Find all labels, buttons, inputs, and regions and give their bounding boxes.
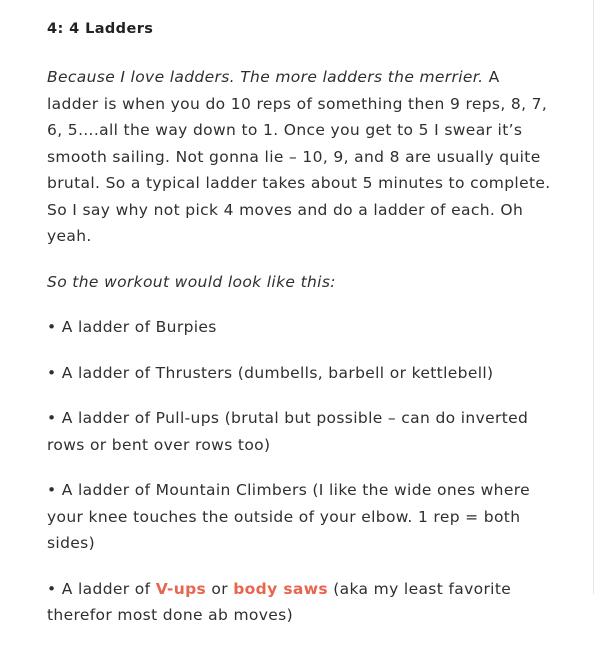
intro-paragraph bbox=[47, 64, 552, 250]
list-item-prefix: • A ladder of bbox=[47, 579, 156, 598]
list-item-ab-moves bbox=[47, 576, 552, 629]
list-item-thrusters: • A ladder of Thrusters (dumbells, barbell or kettlebell) bbox=[47, 363, 494, 382]
lead-italic: So the workout would look like this: bbox=[47, 272, 336, 291]
intro-italic: Because I love ladders. The more ladders the merrier. bbox=[47, 68, 484, 86]
page-right-border bbox=[593, 0, 594, 594]
intro-text: A ladder is when you do 10 reps of something then 9 reps, 8, 7, 6, 5….all the way down to 1. Once you get to 5 I swear it’s smooth sailing. Not gonna lie – 10, 9, and 8 are usually quite brutal. So a typical ladder takes about 5 minutes to complete. So I say why not pick 4 moves and do a ladder of each. Oh yeah. bbox=[47, 68, 551, 245]
lead-paragraph bbox=[47, 269, 552, 296]
list-item-burpies: • A ladder of Burpies bbox=[47, 318, 217, 336]
list-item-suffix: (aka my least favorite therefor most done ab moves) bbox=[47, 579, 512, 624]
article-body bbox=[47, 18, 552, 648]
list-item-pull-ups: • A ladder of Pull-ups (brutal but possible – can do inverted rows or bent over rows too) bbox=[47, 409, 529, 454]
list-item-mountain-climbers: • A ladder of Mountain Climbers (I like the wide ones where your knee touches the outside of your elbow. 1 rep = both sides) bbox=[47, 481, 531, 552]
v-ups-link[interactable]: V-ups bbox=[155, 579, 207, 598]
list-item-middle: or bbox=[206, 579, 234, 598]
body-saws-link[interactable]: body saws bbox=[233, 579, 328, 598]
section-heading: 4: 4 Ladders bbox=[47, 21, 154, 37]
